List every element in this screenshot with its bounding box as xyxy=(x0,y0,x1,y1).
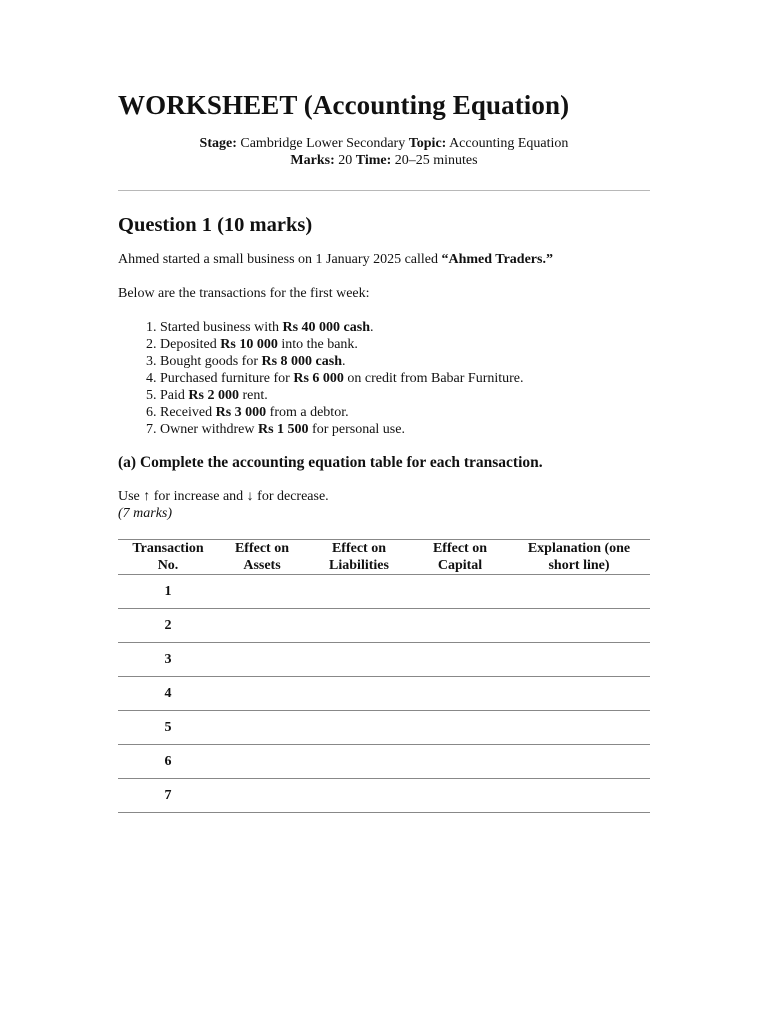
cell-transaction-no: 6 xyxy=(118,745,218,779)
marks-label: Marks: xyxy=(290,152,335,168)
table-row xyxy=(118,779,650,813)
stage-label: Stage: xyxy=(199,136,237,151)
transaction-text: Paid xyxy=(160,388,189,403)
transactions-lead-in: Below are the transactions for the first week: xyxy=(118,286,370,301)
time-value: 20–25 minutes xyxy=(394,152,478,168)
table-row xyxy=(118,609,650,643)
transaction-amount: Rs 40 000 cash xyxy=(282,320,371,335)
transaction-amount: Rs 8 000 cash xyxy=(261,354,343,369)
transaction-text-end: . xyxy=(370,320,374,335)
cell-assets[interactable] xyxy=(218,609,306,643)
question-1-intro xyxy=(118,251,650,268)
accounting-equation-table xyxy=(118,539,650,813)
worksheet-content xyxy=(118,86,650,813)
transaction-text-end: . xyxy=(342,354,346,369)
transaction-item xyxy=(160,370,650,387)
transaction-amount: Rs 6 000 xyxy=(293,371,344,386)
cell-capital[interactable] xyxy=(412,711,508,745)
header-transaction-no: Transaction No. xyxy=(118,540,218,575)
transaction-text: Received xyxy=(160,405,216,420)
cell-capital[interactable] xyxy=(412,779,508,813)
cell-liabilities[interactable] xyxy=(306,575,412,609)
cell-liabilities[interactable] xyxy=(306,677,412,711)
transaction-item xyxy=(160,421,650,438)
transaction-item xyxy=(160,404,650,421)
transaction-text-end: for personal use. xyxy=(308,422,405,437)
cell-explanation[interactable] xyxy=(508,575,650,609)
transaction-text: Started business with xyxy=(160,320,283,335)
table-row xyxy=(118,643,650,677)
transaction-text-end: from a debtor. xyxy=(266,405,349,420)
transactions-list xyxy=(118,319,650,438)
cell-capital[interactable] xyxy=(412,745,508,779)
cell-capital[interactable] xyxy=(412,643,508,677)
transaction-item xyxy=(160,336,650,353)
transaction-text: Purchased furniture for xyxy=(160,371,294,386)
transaction-text: Owner withdrew xyxy=(160,422,258,437)
meta-line-1 xyxy=(118,136,650,153)
cell-capital[interactable] xyxy=(412,609,508,643)
cell-liabilities[interactable] xyxy=(306,609,412,643)
worksheet-meta xyxy=(118,136,650,169)
transaction-text: Deposited xyxy=(160,337,221,352)
table-row xyxy=(118,745,650,779)
cell-transaction-no: 5 xyxy=(118,711,218,745)
transaction-text-end: into the bank. xyxy=(277,337,358,352)
transaction-amount: Rs 1 500 xyxy=(257,422,309,437)
transaction-amount: Rs 3 000 xyxy=(215,405,267,420)
intro-text: Ahmed started a small business on 1 January 2025 called xyxy=(118,252,442,267)
cell-liabilities[interactable] xyxy=(306,711,412,745)
cell-capital[interactable] xyxy=(412,677,508,711)
cell-assets[interactable] xyxy=(218,677,306,711)
cell-assets[interactable] xyxy=(218,575,306,609)
cell-explanation[interactable] xyxy=(508,677,650,711)
question-1-heading: Question 1 (10 marks) xyxy=(118,214,313,236)
cell-explanation[interactable] xyxy=(508,643,650,677)
cell-explanation[interactable] xyxy=(508,779,650,813)
transaction-item xyxy=(160,319,650,336)
transaction-text-end: on credit from Babar Furniture. xyxy=(343,371,524,386)
stage-value: Cambridge Lower Secondary xyxy=(240,136,406,151)
transaction-text-end: rent. xyxy=(238,388,268,403)
table-header-row xyxy=(118,540,650,575)
table-row xyxy=(118,677,650,711)
cell-transaction-no: 4 xyxy=(118,677,218,711)
cell-liabilities[interactable] xyxy=(306,745,412,779)
cell-transaction-no: 1 xyxy=(118,575,218,609)
marks-value: 20 xyxy=(338,152,353,168)
part-a-marks: (7 marks) xyxy=(118,506,173,521)
part-a-instruction: Use ↑ for increase and ↓ for decrease. xyxy=(118,489,329,504)
business-name: “Ahmed Traders.” xyxy=(441,252,553,267)
time-label: Time: xyxy=(355,152,392,168)
cell-assets[interactable] xyxy=(218,643,306,677)
section-divider xyxy=(118,190,650,191)
transaction-text: Bought goods for xyxy=(160,354,262,369)
transaction-amount: Rs 10 000 xyxy=(220,337,278,352)
table-row xyxy=(118,711,650,745)
cell-liabilities[interactable] xyxy=(306,643,412,677)
meta-line-2 xyxy=(118,153,650,170)
header-effect-on-capital: Effect on Capital xyxy=(412,540,508,575)
topic-label: Topic: xyxy=(408,136,447,151)
transaction-amount: Rs 2 000 xyxy=(188,388,239,403)
header-effect-on-assets: Effect on Assets xyxy=(218,540,306,575)
cell-assets[interactable] xyxy=(218,779,306,813)
topic-value: Accounting Equation xyxy=(449,136,569,151)
cell-transaction-no: 2 xyxy=(118,609,218,643)
part-a-heading: (a) Complete the accounting equation table for each transaction. xyxy=(118,454,543,471)
transaction-item xyxy=(160,353,650,370)
cell-explanation[interactable] xyxy=(508,745,650,779)
cell-explanation[interactable] xyxy=(508,711,650,745)
cell-assets[interactable] xyxy=(218,745,306,779)
header-explanation: Explanation (one short line) xyxy=(508,540,650,575)
cell-capital[interactable] xyxy=(412,575,508,609)
cell-transaction-no: 3 xyxy=(118,643,218,677)
cell-liabilities[interactable] xyxy=(306,779,412,813)
header-effect-on-liabilities: Effect on Liabilities xyxy=(306,540,412,575)
cell-transaction-no: 7 xyxy=(118,779,218,813)
cell-assets[interactable] xyxy=(218,711,306,745)
table-row xyxy=(118,575,650,609)
worksheet-title: WORKSHEET (Accounting Equation) xyxy=(118,90,570,120)
cell-explanation[interactable] xyxy=(508,609,650,643)
transaction-item xyxy=(160,387,650,404)
